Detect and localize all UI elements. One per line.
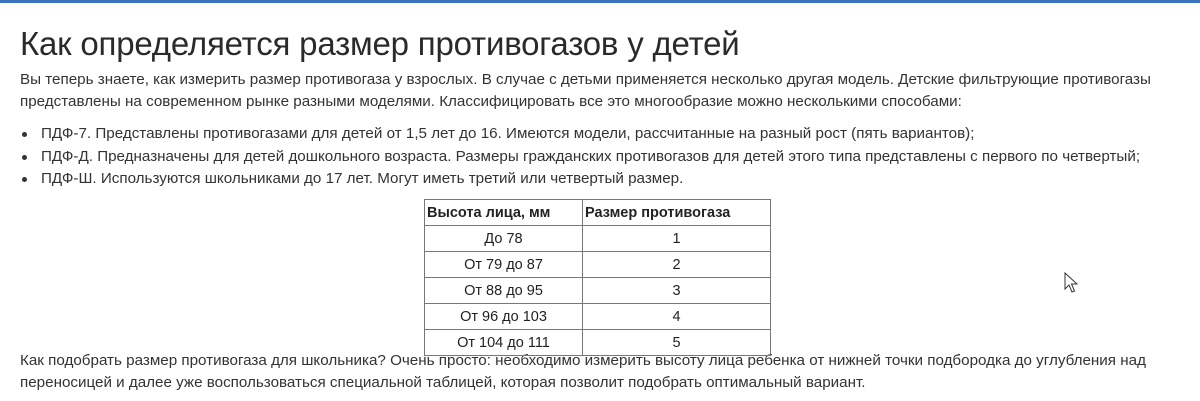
mask-size-cell: 2 <box>583 252 771 278</box>
face-height-cell: От 104 до 111 <box>425 330 583 356</box>
bullet-dot-icon <box>22 177 27 182</box>
intro-paragraph <box>20 69 1180 113</box>
face-height-cell: От 96 до 103 <box>425 304 583 330</box>
header-face-height: Высота лица, мм <box>425 200 583 226</box>
bullet-dot-icon <box>22 155 27 160</box>
list-item-text: ПДФ-7. Представлены противогазами для детей от 1,5 лет до 16. Имеются модели, рассчитанные на разный рост (пять вариантов); <box>41 125 975 142</box>
list-item <box>20 123 1180 146</box>
section-heading: Как определяется размер противогазов у детей <box>20 25 740 62</box>
table-row <box>425 226 771 252</box>
list-item-text: ПДФ-Д. Предназначены для детей дошкольного возраста. Размеры гражданских противогазов для детей этого типа представлены с первого по четвертый; <box>41 147 1141 165</box>
table-row <box>425 304 771 330</box>
header-mask-size: Размер противогаза <box>583 200 771 226</box>
mask-size-cell: 4 <box>583 304 771 330</box>
list-item <box>20 168 1180 191</box>
mask-size-cell: 3 <box>583 278 771 304</box>
mask-size-cell: 5 <box>583 330 771 356</box>
bullet-dot-icon <box>22 132 27 137</box>
mask-types-list <box>20 123 1180 191</box>
intro-line-2: представлены на современном рынке разными моделями. Классифицировать все это многообразие можно несколькими способами: <box>20 93 962 110</box>
table-row <box>425 278 771 304</box>
outro-paragraph <box>20 350 1180 394</box>
mouse-pointer-icon <box>1064 272 1078 294</box>
outro-line-1: Как подобрать размер противогаза для школьника? Очень просто: необходимо измерить высоту лица ребенка от нижней точки подбородка до углубления над <box>20 352 1146 369</box>
face-height-cell: От 88 до 95 <box>425 278 583 304</box>
list-item <box>20 146 1180 169</box>
outro-line-2: переносицей и далее уже воспользоваться специальной таблицей, которая позволит подобрать оптимальный вариант. <box>20 374 866 391</box>
intro-line-1: Вы теперь знаете, как измерить размер противогаза у взрослых. В случае с детьми применяется несколько другая модель. Детские фильтрующие противогазы <box>20 71 1151 88</box>
table-header-row <box>425 200 771 226</box>
face-height-cell: От 79 до 87 <box>425 252 583 278</box>
face-height-cell: До 78 <box>425 226 583 252</box>
table-row <box>425 330 771 356</box>
list-item-text: ПДФ-Ш. Используются школьниками до 17 лет. Могут иметь третий или четвертый размер. <box>41 170 684 187</box>
mask-size-cell: 1 <box>583 226 771 252</box>
top-accent-rule <box>0 0 1200 3</box>
size-table <box>424 199 771 356</box>
table-row <box>425 252 771 278</box>
